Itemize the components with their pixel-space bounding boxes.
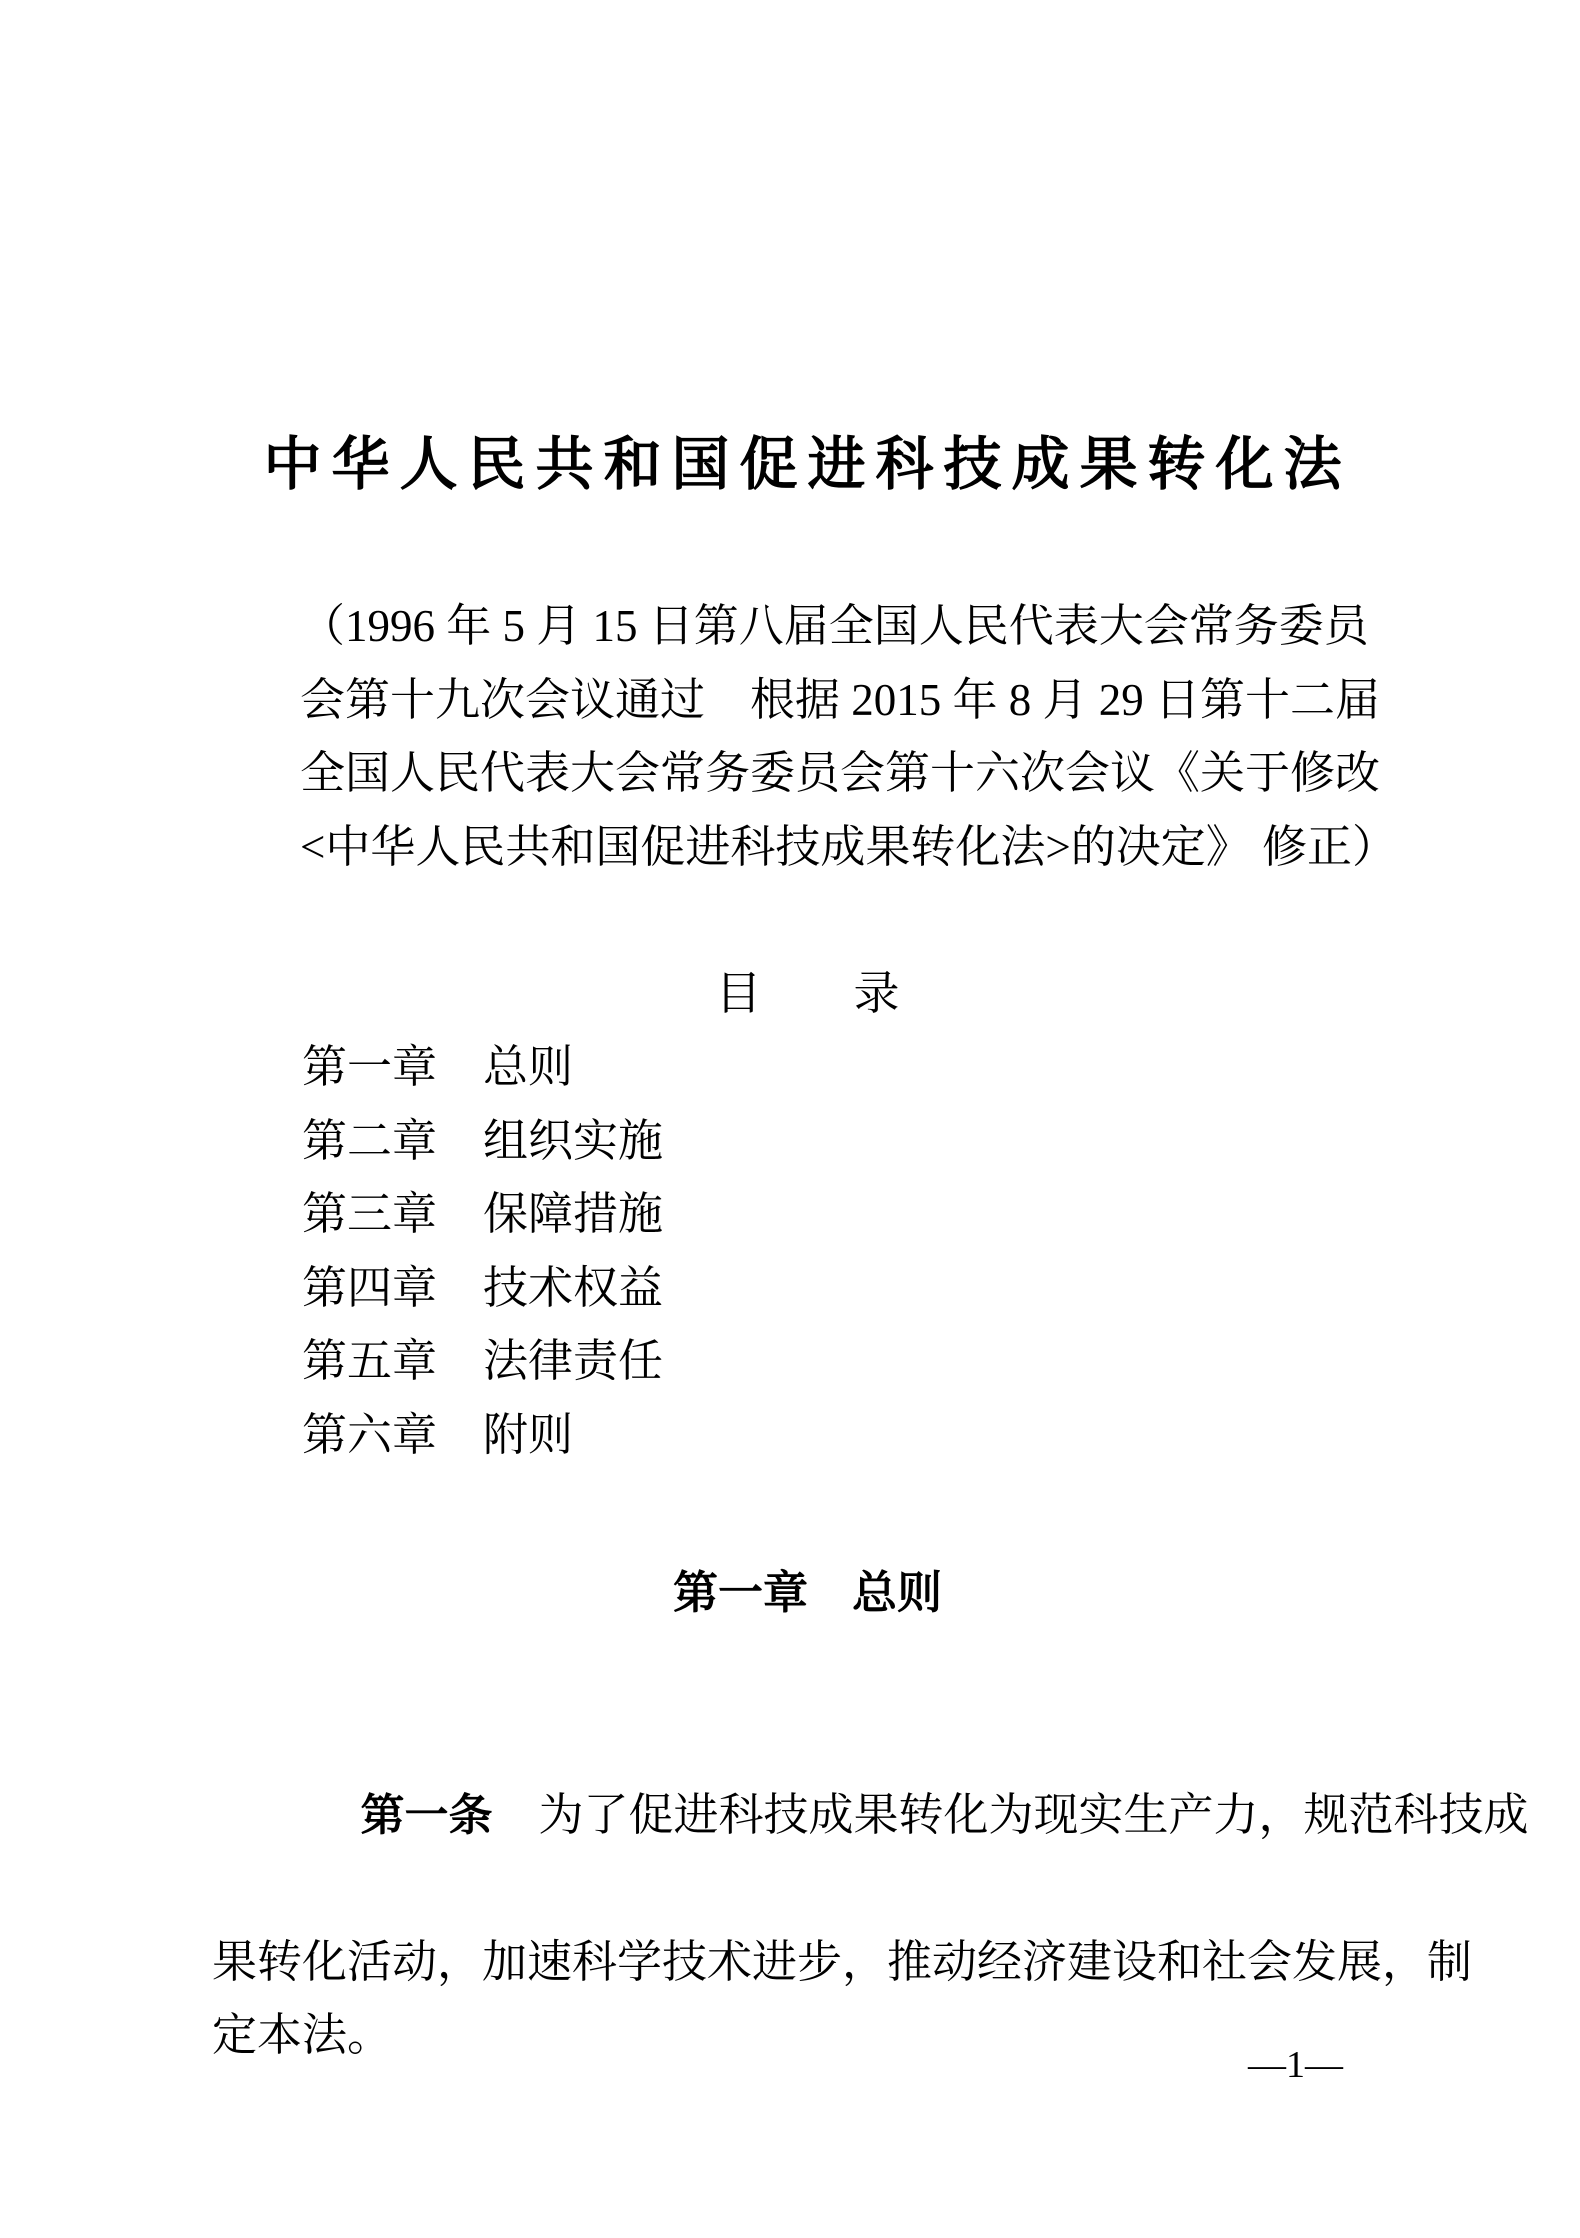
toc-item (302, 1399, 1403, 1473)
toc-item (302, 1105, 1403, 1179)
chapter-heading-name: 总则 (852, 1567, 943, 1618)
preamble-line: （1996 年 5 月 15 日第八届全国人民代表大会常务委员 (300, 601, 1369, 651)
toc-chapter-number: 第二章 (302, 1115, 438, 1166)
chapter-heading-number: 第一章 (672, 1567, 808, 1618)
toc-chapter-name: 保障措施 (483, 1189, 664, 1239)
toc-chapter-name: 附则 (483, 1409, 574, 1460)
toc-item (302, 1252, 1403, 1326)
article-line: 定本法。 (212, 2010, 393, 2060)
toc-list (212, 1031, 1403, 1472)
article-line (212, 1705, 1529, 1926)
toc-heading: 目 录 (715, 968, 900, 1019)
article-1-paragraph (212, 1705, 1529, 2073)
toc-item (302, 1031, 1403, 1105)
toc-chapter-number: 第五章 (302, 1336, 438, 1386)
toc-chapter-number: 第四章 (302, 1262, 438, 1313)
article-number-label: 第一条 (360, 1790, 493, 1840)
toc-chapter-name: 组织实施 (483, 1115, 664, 1166)
article-line: 果转化活动，加速科学技术进步，推动经济建设和社会发展，制 (212, 1936, 1473, 1987)
toc-chapter-name: 法律责任 (483, 1336, 664, 1386)
toc-chapter-name: 总则 (483, 1042, 574, 1092)
toc-chapter-number: 第一章 (302, 1042, 438, 1092)
preamble-line: 会第十九次会议通过 根据 2015 年 8 月 29 日第十二届 (300, 674, 1381, 725)
preamble-line: 全国人民代表大会常务委员会第十六次会议《关于修改 (300, 748, 1381, 798)
preamble-line: <中华人民共和国促进科技成果转化法>的决定》 修正） (300, 821, 1398, 872)
toc-chapter-name: 技术权益 (483, 1262, 664, 1313)
chapter-1-heading (212, 1556, 1403, 1630)
toc-chapter-number: 第三章 (302, 1189, 438, 1239)
document-title: 中华人民共和国促进科技成果转化法 (263, 432, 1352, 497)
article-text: 为了促进科技成果转化为现实生产力，规范科技成 (538, 1789, 1529, 1840)
page-number: —1— (1248, 2044, 1343, 2086)
toc-item (302, 1178, 1403, 1252)
toc-item (302, 1325, 1403, 1399)
preamble-paragraph (212, 590, 1403, 884)
toc-chapter-number: 第六章 (302, 1409, 438, 1460)
